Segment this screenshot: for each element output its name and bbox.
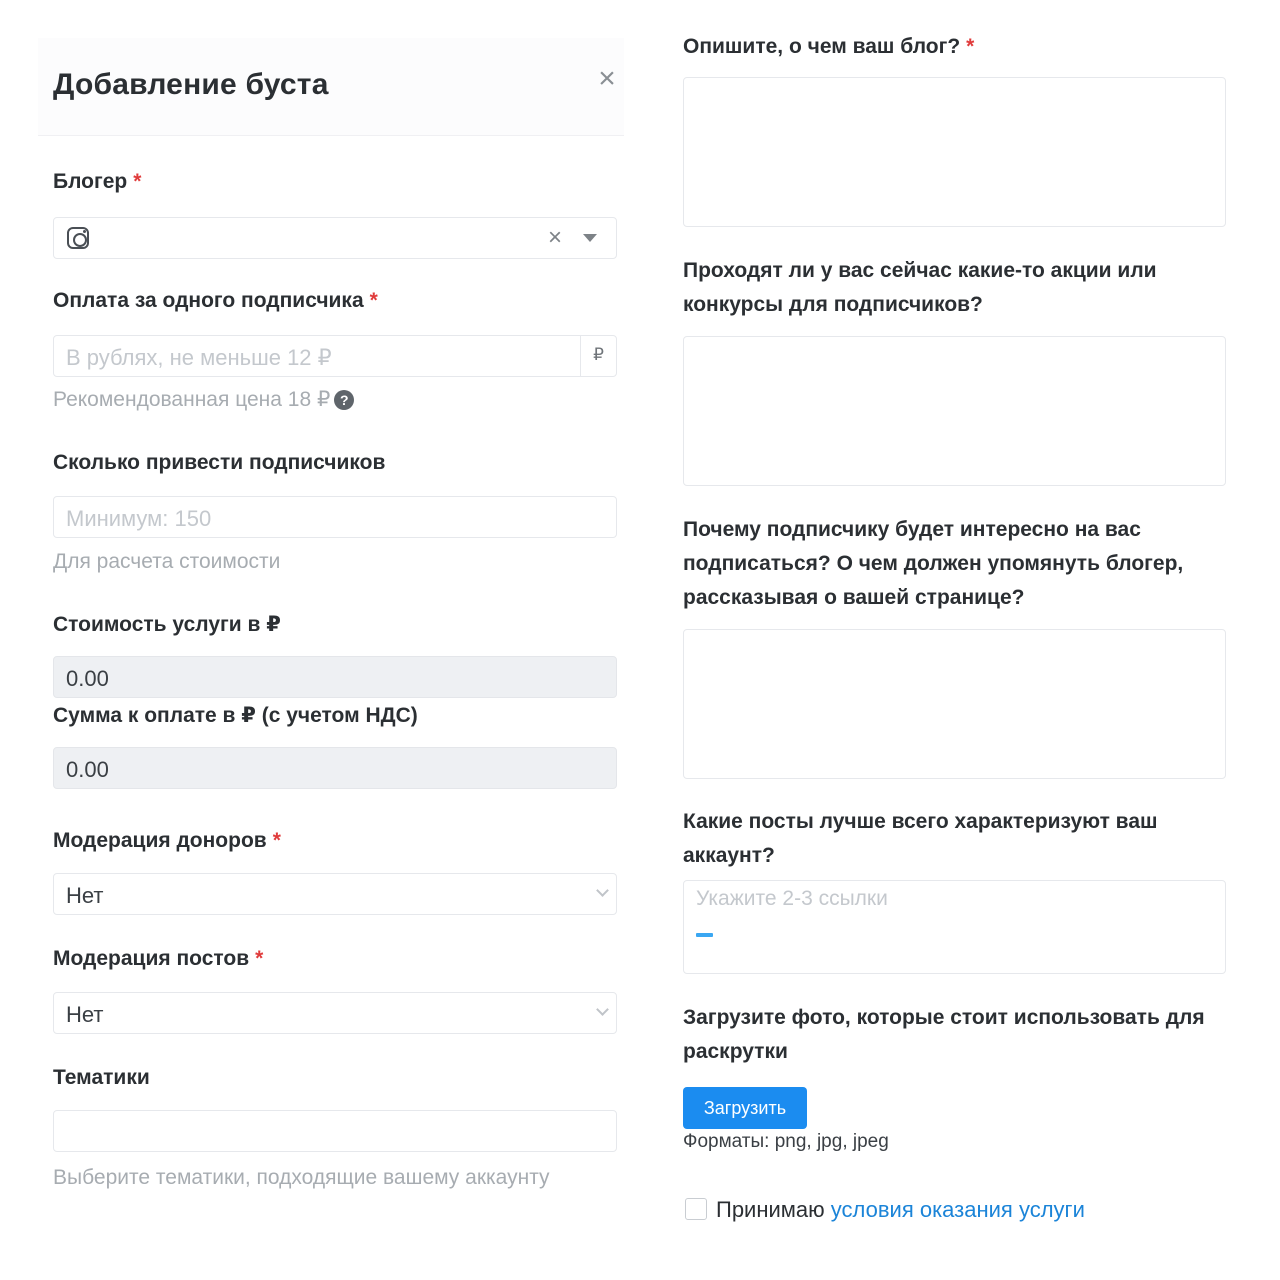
service-cost-label: Стоимость услуги в ₽ [53, 613, 281, 636]
ruble-addon: ₽ [580, 336, 616, 376]
topics-label: Тематики [53, 1066, 150, 1089]
topics-input[interactable] [53, 1110, 617, 1152]
promotions-label: Проходят ли у вас сейчас какие-то акции или конкурсы для подписчиков? [683, 259, 1157, 316]
service-cost-field [53, 656, 617, 698]
blog-about-label: Опишите, о чем ваш блог? * [683, 35, 975, 58]
best-posts-label: Какие посты лучше всего характеризуют ваш аккаунт? [683, 810, 1158, 867]
upload-label: Загрузите фото, которые стоит использовать для раскрутки [683, 1006, 1205, 1063]
post-moderation-value: Нет [66, 1002, 104, 1027]
donor-moderation-select[interactable] [53, 873, 617, 915]
price-label: Оплата за одного подписчика * [53, 289, 378, 312]
post-moderation-select[interactable] [53, 992, 617, 1034]
terms-link[interactable]: условия оказания услуги [830, 1197, 1085, 1222]
donor-moderation-label: Модерация доноров * [53, 829, 281, 852]
subscribers-input[interactable] [53, 496, 617, 538]
total-value: 0.00 [66, 757, 109, 782]
topics-hint: Выберите тематики, подходящие вашему аккаунту [53, 1166, 550, 1189]
clear-icon[interactable]: × [548, 224, 563, 251]
caret-down-icon[interactable] [583, 234, 597, 242]
why-interesting-label: Почему подписчику будет интересно на вас подписаться? О чем должен упомянуть блогер, рассказывая о вашей странице? [683, 518, 1184, 609]
subscribers-placeholder: Минимум: 150 [66, 506, 212, 531]
close-icon[interactable]: × [598, 62, 616, 95]
donor-moderation-value: Нет [66, 883, 104, 908]
boost-modal [38, 38, 624, 1248]
upload-button[interactable]: Загрузить [683, 1087, 807, 1129]
subscribers-hint: Для расчета стоимости [53, 550, 281, 573]
upload-formats: Форматы: png, jpg, jpeg [683, 1131, 889, 1152]
post-moderation-label: Модерация постов * [53, 947, 264, 970]
total-field [53, 747, 617, 789]
best-posts-placeholder: Укажите 2-3 ссылки [696, 887, 888, 910]
text-cursor-mark [696, 933, 713, 937]
agree-checkbox[interactable] [685, 1198, 707, 1220]
blogger-label: Блогер * [53, 170, 142, 193]
modal-title: Добавление буста [53, 68, 329, 101]
total-label: Сумма к оплате в ₽ (с учетом НДС) [53, 704, 418, 727]
instagram-icon [67, 227, 89, 249]
service-cost-value: 0.00 [66, 666, 109, 691]
blogger-select[interactable] [53, 217, 617, 259]
agree-text: Принимаю условия оказания услуги [716, 1197, 1085, 1222]
modal-header [38, 38, 624, 136]
price-hint: Рекомендованная цена 18 ₽ ? [53, 383, 354, 417]
subscribers-label: Сколько привести подписчиков [53, 451, 386, 474]
price-placeholder: В рублях, не меньше 12 ₽ [66, 345, 332, 370]
price-input[interactable] [53, 335, 617, 377]
chevron-down-icon [596, 1003, 609, 1016]
best-posts-textarea[interactable] [683, 880, 1226, 974]
promotions-textarea[interactable] [683, 336, 1226, 486]
help-icon[interactable]: ? [334, 390, 354, 410]
chevron-down-icon [596, 884, 609, 897]
why-interesting-textarea[interactable] [683, 629, 1226, 779]
blog-about-textarea[interactable] [683, 77, 1226, 227]
